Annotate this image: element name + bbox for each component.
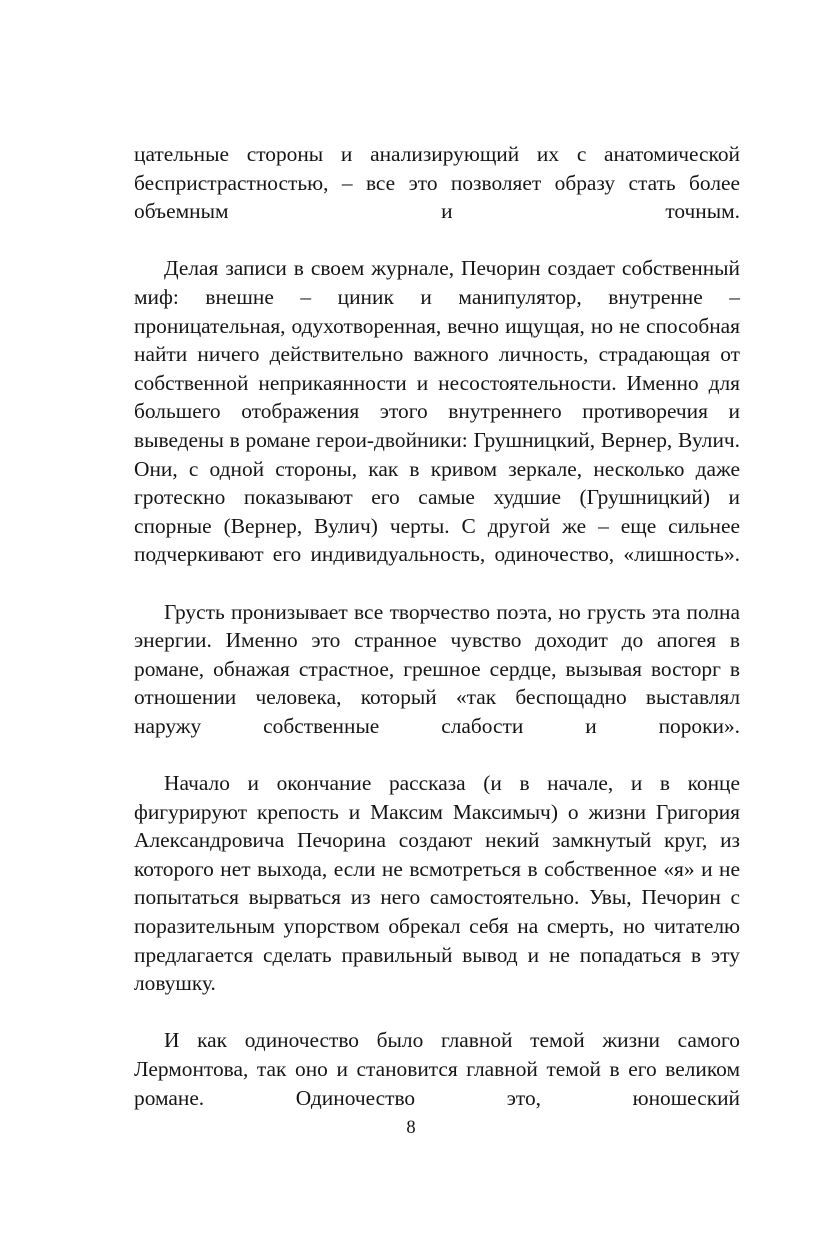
paragraph-beginning-and-end: Начало и окончание рассказа (и в начале, и в конце фигурируют крепость и Максим Максимыч) о жизни Григория Александровича Печорина создают некий замкнутый круг, из которого нет выхода, если не всмотреться в собственное «я» и не попытаться вырваться из него самостоятельно. Увы, Печорин с поразительным упорством обрекал себя на смерть, но читателю предлагается сделать правильный вывод и не попадаться в эту ловушку. [134, 771, 740, 996]
page-text-block [134, 140, 740, 1141]
paragraph-pechorin-myth: Делая записи в своем журнале, Печорин создает собственный миф: внешне – циник и манипулятор, внутренне – проницательная, одухотворенная, вечно ищущая, но не способная найти ничего действительно важного личность, страдающая от собственной неприкаянности и несостоятельности. Именно для большего отображения этого внутреннего противоречия и выведены в романе герои-двойники: Грушницкий, Вернер, Вулич. Они, с одной стороны, как в кривом зеркале, несколько даже гротескно показывают его самые худшие (Грушницкий) и спорные (Вернер, Вулич) черты. С другой же – еще сильнее подчеркивают его индивидуальность, одиночество, «лишность». [134, 256, 740, 567]
paragraph-loneliness: И как одиночество было главной темой жизни самого Лермонтова, так оно и становится главной темой в его великом романе. Одиночество это, юношеский [134, 1028, 740, 1110]
paragraph-continuation: цательные стороны и анализирующий их с анатомической беспристрастностью, – все это позволяет образу стать более объемным и точным. [134, 142, 740, 224]
page-number: 8 [406, 1118, 416, 1138]
paragraph-sadness: Грусть пронизывает все творчество поэта, но грусть эта полна энергии. Именно это странное чувство доходит до апогея в романе, обнажая страстное, грешное сердце, вызывая восторг в отношении человека, который «так беспощадно выставлял наружу собственные слабости и пороки». [134, 599, 740, 738]
